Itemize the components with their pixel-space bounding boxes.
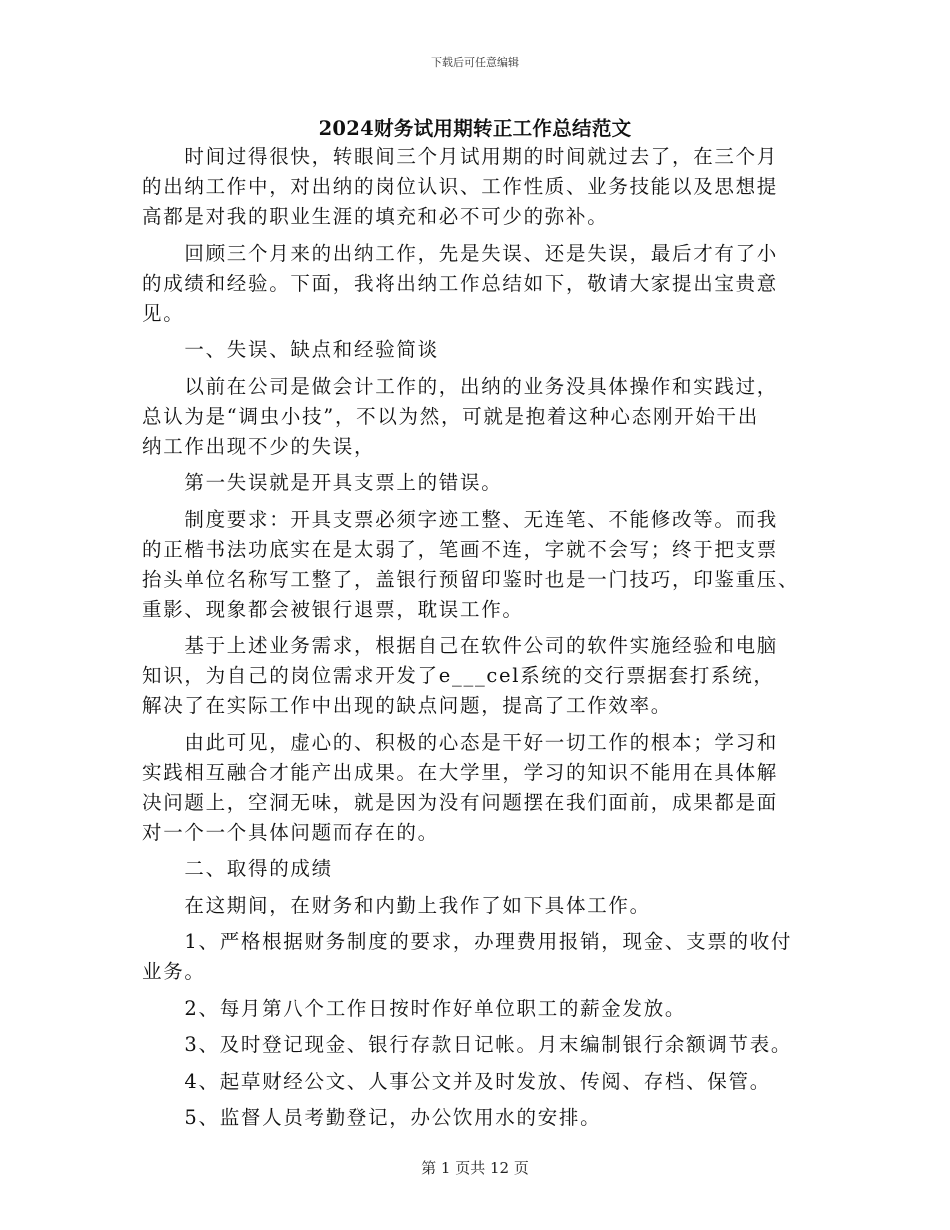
section-heading-mistakes: 一、失误、缺点和经验简谈 [142,338,439,361]
paragraph-background: 以前在公司是做会计工作的，出纳的业务没具体操作和实践过， 总认为是“调虫小技”，不以为然，可就是抱着这种心态刚开始干出 纳工作出现不少的失误， [142,374,779,458]
paragraph-cheque-rules: 制度要求：开具支票必须字迹工整、无连笔、不能修改等。而我 的正楷书法功底实在是太弱了，笔画不连，字就不会写；终于把支票 抬头单位名称写工整了，盖银行预留印鉴时也是一门技巧，印鉴重压、 重影、现象都会被银行退票，耽误工作。 [142,507,800,621]
list-item-3: 3、及时登记现金、银行存款日记帐。月末编制银行余额调节表。 [142,1033,793,1056]
paragraph-first-mistake: 第一失误就是开具支票上的错误。 [142,471,503,494]
section-heading-achievements: 二、取得的成绩 [142,857,333,880]
document-body [142,142,807,1140]
paragraph-work-intro: 在这期间，在财务和内勤上我作了如下具体工作。 [142,893,651,917]
list-item-2: 2、每月第八个工作日按时作好单位职工的薪金发放。 [142,996,687,1020]
paragraph-attitude: 由此可见，虚心的、积极的心态是干好一切工作的根本；学习和 实践相互融合才能产出成果。在大学里，学习的知识不能用在具体解 决问题上，空洞无味，就是因为没有问题摆在我们面前，成果都是面 对一个一个具体问题而存在的。 [142,730,779,844]
page-number-footer: 第 1 页共 12 页 [421,1159,529,1177]
paragraph-system-dev: 基于上述业务需求，根据自己在软件公司的软件实施经验和电脑 知识，为自己的岗位需求开发了e___cel系统的交行票据套打系统， 解决了在实际工作中出现的缺点问题，提高了工作效率。 [142,634,779,717]
paragraph-review: 回顾三个月来的出纳工作，先是失误、还是失误，最后才有了小 的成绩和经验。下面，我将出纳工作总结如下，敬请大家提出宝贵意 见。 [142,241,779,325]
paragraph-intro: 时间过得很快，转眼间三个月试用期的时间就过去了，在三个月 的出纳工作中，对出纳的岗位认识、工作性质、业务技能以及思想提 高都是对我的职业生涯的填充和必不可少的弥补。 [142,145,779,228]
header-note: 下载后可任意编辑 [431,56,519,69]
document-title: 2024财务试用期转正工作总结范文 [318,117,632,140]
list-item-1: 1、严格根据财务制度的要求，办理费用报销，现金、支票的收付 业务。 [142,930,793,983]
list-item-5: 5、监督人员考勤登记，办公饮用水的安排。 [142,1106,602,1129]
list-item-4: 4、起草财经公文、人事公文并及时发放、传阅、存档、保管。 [142,1069,771,1093]
